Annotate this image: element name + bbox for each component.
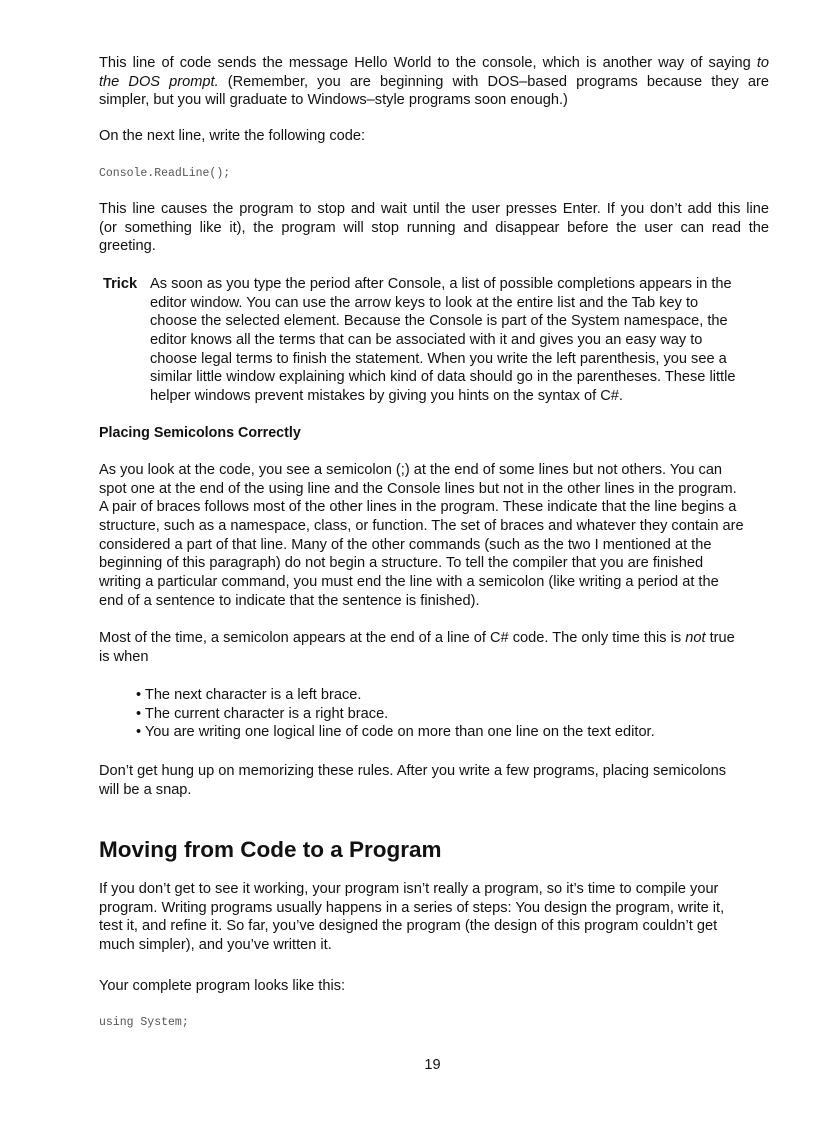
text-span: simpler, but you will graduate to Windows–style programs soon enough.) xyxy=(99,92,568,109)
paragraph xyxy=(99,629,769,666)
text-span: As you look at the code, you see a semicolon (;) at the end of some lines but not others. You can xyxy=(99,462,723,478)
text-line xyxy=(99,554,769,573)
text-line xyxy=(99,648,769,667)
text-line xyxy=(150,368,770,387)
text-line xyxy=(99,73,769,92)
text-line xyxy=(99,1014,769,1033)
text-span: Most of the time, a semicolon appears at the end of a line of C# code. The only time this is xyxy=(99,630,686,646)
paragraph xyxy=(99,54,769,110)
trick-label: Trick xyxy=(103,276,138,292)
text-span: choose the selected element. Because the Console is part of the System namespace, the xyxy=(150,313,728,330)
text-span: (Remember, you are beginning with DOS–based programs because they are xyxy=(218,73,769,90)
text-span: test it, and refine it. So far, you’ve designed the program (the design of this program couldn’t get xyxy=(99,918,718,935)
text-line xyxy=(99,91,769,110)
text-line xyxy=(150,294,770,313)
text-line xyxy=(99,781,769,800)
text-line xyxy=(99,917,769,936)
text-line xyxy=(136,686,806,705)
text-line xyxy=(99,461,769,480)
code-line xyxy=(99,1014,769,1033)
text-line xyxy=(150,275,770,294)
text-line xyxy=(99,127,769,146)
text-span: This line causes the program to stop and wait until the user presses Enter. If you don’t add this line xyxy=(99,201,769,217)
text-span: program. Writing programs usually happens in a series of steps: You design the program, write it, xyxy=(99,899,725,916)
bullet-list xyxy=(136,686,806,742)
paragraph xyxy=(99,977,769,996)
text-span: Placing Semicolons Correctly xyxy=(99,425,301,441)
paragraph xyxy=(99,880,769,955)
text-span: true xyxy=(705,630,735,646)
text-line xyxy=(99,480,769,499)
text-line xyxy=(99,237,769,256)
text-span: • The next character is a left brace. xyxy=(136,687,362,703)
text-span: beginning of this paragraph) do not begin a structure. To tell the compiler that you are finished xyxy=(99,555,704,572)
text-line xyxy=(99,517,769,536)
text-line xyxy=(99,424,769,443)
text-line xyxy=(99,592,769,611)
text-line xyxy=(136,723,806,742)
text-line xyxy=(99,165,769,184)
text-span: Your complete program looks like this: xyxy=(99,978,346,994)
text-line xyxy=(150,331,770,350)
text-line xyxy=(99,629,769,648)
text-span: Console.ReadLine(); xyxy=(99,167,231,180)
text-span: helper windows prevent mistakes by giving you hints on the syntax of C#. xyxy=(150,388,623,405)
text-span: Don’t get hung up on memorizing these rules. After you write a few programs, placing semicolons xyxy=(99,763,727,779)
text-span: is when xyxy=(99,648,149,665)
text-line xyxy=(99,880,769,899)
text-line xyxy=(99,836,769,864)
trick-note xyxy=(150,275,770,406)
code-line xyxy=(99,165,769,184)
text-span: editor knows all the terms that can be associated with it and gives you an easy way to xyxy=(150,332,703,349)
text-line xyxy=(150,387,770,406)
italic-text: to xyxy=(756,55,769,71)
text-line xyxy=(150,350,770,369)
italic-text: the DOS prompt. xyxy=(99,73,219,90)
text-line xyxy=(150,312,770,331)
text-line xyxy=(99,936,769,955)
text-line xyxy=(99,54,769,73)
italic-text: not xyxy=(685,630,706,646)
page-number: 19 xyxy=(424,1057,441,1073)
text-span: • You are writing one logical line of code on more than one line on the text editor. xyxy=(136,724,655,741)
text-span: writing a particular command, you must end the line with a semicolon (like writing a period at the xyxy=(99,574,719,591)
paragraph xyxy=(99,200,769,256)
text-line xyxy=(99,573,769,592)
text-span: spot one at the end of the using line and the Console lines but not in the other lines in the program. xyxy=(99,480,737,497)
text-span: A pair of braces follows most of the other lines in the program. These indicate that the line begins a xyxy=(99,499,737,516)
text-line xyxy=(99,762,769,781)
text-span: much simpler), and you’ve written it. xyxy=(99,937,332,954)
text-span: choose legal terms to finish the statement. When you write the left parenthesis, you see a xyxy=(150,350,727,367)
text-span: On the next line, write the following code: xyxy=(99,128,366,144)
text-span: (or something like it), the program will stop running and disappear before the user can read the xyxy=(99,219,769,236)
text-span: structure, such as a namespace, class, or function. The set of braces and whatever they contain are xyxy=(99,518,744,535)
text-span: end of a sentence to indicate that the sentence is finished). xyxy=(99,592,480,609)
text-span: similar little window explaining which kind of data should go in the parentheses. These little xyxy=(150,369,736,386)
text-span: using System; xyxy=(99,1016,189,1029)
text-span: If you don’t get to see it working, your program isn’t really a program, so it’s time to compile your xyxy=(99,881,719,897)
chapter-heading xyxy=(99,836,769,864)
text-span: greeting. xyxy=(99,238,156,255)
section-heading xyxy=(99,424,769,443)
text-line xyxy=(99,200,769,219)
paragraph xyxy=(99,762,769,799)
text-span: considered a part of that line. Many of the other commands (such as the two I mentioned at the xyxy=(99,536,712,553)
paragraph xyxy=(99,461,769,611)
text-span: Moving from Code to a Program xyxy=(99,837,442,862)
text-span: will be a snap. xyxy=(99,781,192,798)
text-line xyxy=(99,498,769,517)
text-span: • The current character is a right brace. xyxy=(136,705,389,722)
text-span: This line of code sends the message Hello World to the console, which is another way of saying xyxy=(99,55,757,71)
text-span: editor window. You can use the arrow keys to look at the entire list and the Tab key to xyxy=(150,294,699,311)
text-span: As soon as you type the period after Console, a list of possible completions appears in the xyxy=(150,276,732,292)
text-line xyxy=(99,536,769,555)
text-line xyxy=(136,705,806,724)
text-line xyxy=(99,899,769,918)
paragraph xyxy=(99,127,769,146)
text-line xyxy=(99,977,769,996)
text-line xyxy=(99,219,769,238)
